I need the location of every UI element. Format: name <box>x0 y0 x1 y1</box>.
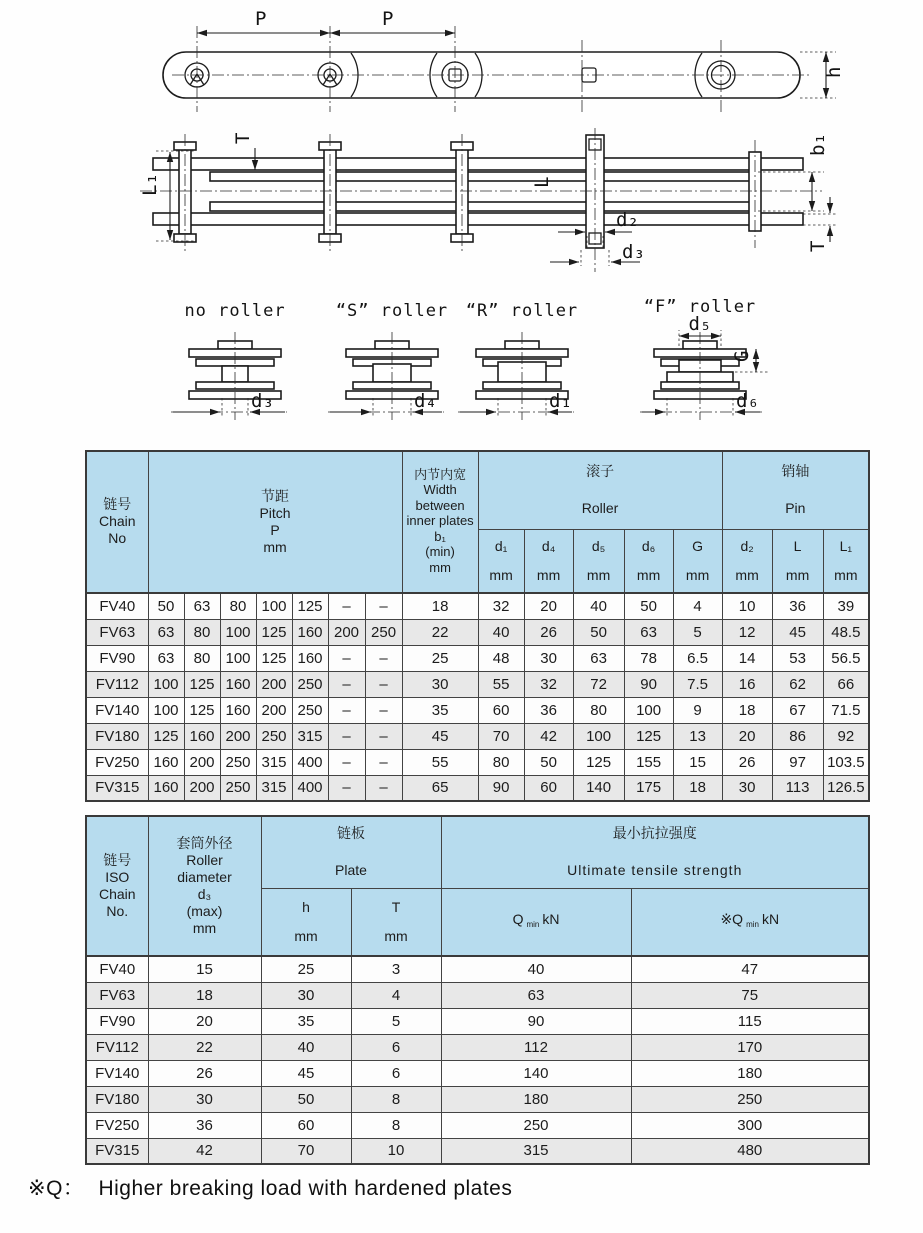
chain-strength-table <box>85 815 870 1165</box>
value-cell: 80 <box>220 593 256 619</box>
value-cell: 112 <box>441 1034 631 1060</box>
value-cell: 160 <box>220 697 256 723</box>
value-cell: 65 <box>402 775 478 801</box>
value-cell: 35 <box>261 1008 351 1034</box>
footnote <box>28 1172 512 1202</box>
value-cell: – <box>365 645 402 671</box>
value-cell: 26 <box>148 1060 261 1086</box>
value-cell: 36 <box>524 697 573 723</box>
value-cell: 200 <box>184 775 220 801</box>
table-row <box>86 671 869 697</box>
chain-no-cell: FV250 <box>86 1112 148 1138</box>
footnote-text: Higher breaking load with hardened plates <box>98 1177 513 1200</box>
value-cell: 16 <box>722 671 772 697</box>
value-cell: 47 <box>631 956 869 982</box>
dimension-d4-label: d₄ <box>414 390 437 412</box>
value-cell: 6.5 <box>673 645 722 671</box>
value-cell: 200 <box>256 671 292 697</box>
value-cell: 100 <box>220 645 256 671</box>
value-cell: 125 <box>624 723 673 749</box>
chain-plan-view-drawing <box>139 128 838 272</box>
value-cell: 160 <box>148 775 184 801</box>
chain-no-cell: FV40 <box>86 956 148 982</box>
value-cell: – <box>328 593 365 619</box>
col-header-pitch <box>148 451 402 593</box>
col-header-l: L mm <box>772 529 823 593</box>
chain-no-cell: FV180 <box>86 723 148 749</box>
roller-type-title: no roller <box>184 301 286 321</box>
value-cell: 45 <box>402 723 478 749</box>
value-cell: 250 <box>292 671 328 697</box>
col-header-d5: d₅ mm <box>573 529 624 593</box>
value-cell: 42 <box>148 1138 261 1164</box>
pin-length-l-label: L <box>531 176 553 188</box>
roller-type-title: “F” roller <box>643 297 757 317</box>
value-cell: 53 <box>772 645 823 671</box>
value-cell: 100 <box>148 671 184 697</box>
value-cell: – <box>365 671 402 697</box>
value-cell: 10 <box>351 1138 441 1164</box>
table-row <box>86 749 869 775</box>
chain-no-cell: FV315 <box>86 775 148 801</box>
value-cell: 100 <box>256 593 292 619</box>
value-cell: 125 <box>184 671 220 697</box>
value-cell: 170 <box>631 1034 869 1060</box>
col-header-plate-h: h mm <box>261 888 351 956</box>
pitch-symbol: P <box>270 521 280 538</box>
value-cell: 250 <box>292 697 328 723</box>
chain-no-cell: FV315 <box>86 1138 148 1164</box>
value-cell: 250 <box>365 619 402 645</box>
value-cell: 63 <box>148 645 184 671</box>
value-cell: 40 <box>478 619 524 645</box>
value-cell: 125 <box>573 749 624 775</box>
col-header-g: G mm <box>673 529 722 593</box>
chain-no-cell: FV90 <box>86 1008 148 1034</box>
value-cell: 32 <box>524 671 573 697</box>
value-cell: 42 <box>524 723 573 749</box>
value-cell: 72 <box>573 671 624 697</box>
value-cell: 30 <box>261 982 351 1008</box>
value-cell: 48 <box>478 645 524 671</box>
value-cell: 39 <box>823 593 869 619</box>
chain-no-cell: FV90 <box>86 645 148 671</box>
col-header-plate-group: 链板 Plate <box>261 816 441 888</box>
value-cell: 250 <box>441 1112 631 1138</box>
value-cell: 3 <box>351 956 441 982</box>
col-header-roller-group: 滚子 Roller <box>478 451 722 529</box>
col-header-inner-width: 内节内宽 Width between inner plates b₁ (min) mm <box>402 451 478 593</box>
value-cell: 32 <box>478 593 524 619</box>
roller-type-title: “R” roller <box>465 301 579 321</box>
value-cell: 6 <box>351 1060 441 1086</box>
value-cell: 200 <box>220 723 256 749</box>
pitch-en: Pitch <box>259 504 291 521</box>
table-row <box>86 645 869 671</box>
dimension-d6-label: d₆ <box>736 390 759 412</box>
chain-side-view-drawing <box>163 8 845 112</box>
roller-type-diagrams <box>171 297 768 420</box>
value-cell: 100 <box>220 619 256 645</box>
value-cell: 50 <box>624 593 673 619</box>
chain-no-cell: FV63 <box>86 619 148 645</box>
value-cell: 7.5 <box>673 671 722 697</box>
value-cell: 48.5 <box>823 619 869 645</box>
value-cell: 36 <box>772 593 823 619</box>
value-cell: 60 <box>478 697 524 723</box>
value-cell: 63 <box>624 619 673 645</box>
value-cell: 200 <box>328 619 365 645</box>
value-cell: 15 <box>673 749 722 775</box>
value-cell: 315 <box>256 775 292 801</box>
value-cell: 115 <box>631 1008 869 1034</box>
table-row <box>86 619 869 645</box>
value-cell: 250 <box>220 775 256 801</box>
value-cell: 63 <box>184 593 220 619</box>
value-cell: 100 <box>624 697 673 723</box>
value-cell: 70 <box>261 1138 351 1164</box>
r-roller-diagram <box>458 332 574 420</box>
value-cell: 103.5 <box>823 749 869 775</box>
bushing-diameter-d3-label: d₃ <box>622 241 645 263</box>
footnote-marker: ※Q： <box>28 1177 85 1200</box>
value-cell: 80 <box>184 645 220 671</box>
pin-diameter-d2-label: d₂ <box>616 209 639 231</box>
value-cell: 50 <box>261 1086 351 1112</box>
value-cell: 100 <box>148 697 184 723</box>
col-header-chain-no: 链号 Chain No <box>86 451 148 593</box>
value-cell: 175 <box>624 775 673 801</box>
pitch-dimension-label: P <box>382 8 394 30</box>
chain-no-cell: FV112 <box>86 1034 148 1060</box>
value-cell: 400 <box>292 775 328 801</box>
value-cell: 80 <box>478 749 524 775</box>
value-cell: 125 <box>184 697 220 723</box>
col-header-d2: d₂ mm <box>722 529 772 593</box>
value-cell: 180 <box>441 1086 631 1112</box>
value-cell: 125 <box>148 723 184 749</box>
value-cell: 8 <box>351 1086 441 1112</box>
value-cell: 125 <box>292 593 328 619</box>
value-cell: 63 <box>573 645 624 671</box>
pitch-unit: mm <box>263 538 287 555</box>
table-row <box>86 1060 869 1086</box>
value-cell: 50 <box>524 749 573 775</box>
value-cell: 5 <box>351 1008 441 1034</box>
value-cell: 25 <box>402 645 478 671</box>
value-cell: 400 <box>292 749 328 775</box>
value-cell: 90 <box>478 775 524 801</box>
value-cell: 60 <box>261 1112 351 1138</box>
s-roller-diagram <box>328 332 444 420</box>
value-cell: 60 <box>524 775 573 801</box>
value-cell: 9 <box>673 697 722 723</box>
value-cell: 125 <box>256 619 292 645</box>
table-row <box>86 1034 869 1060</box>
value-cell: 80 <box>184 619 220 645</box>
value-cell: 200 <box>184 749 220 775</box>
value-cell: 56.5 <box>823 645 869 671</box>
value-cell: 20 <box>524 593 573 619</box>
inner-width-b1-label: b₁ <box>807 133 829 156</box>
value-cell: 160 <box>220 671 256 697</box>
value-cell: 140 <box>441 1060 631 1086</box>
value-cell: 315 <box>441 1138 631 1164</box>
value-cell: – <box>328 775 365 801</box>
col-header-d1: d₁ mm <box>478 529 524 593</box>
value-cell: 160 <box>292 645 328 671</box>
value-cell: 300 <box>631 1112 869 1138</box>
chain-no-cell: FV140 <box>86 1060 148 1086</box>
value-cell: 50 <box>148 593 184 619</box>
value-cell: 113 <box>772 775 823 801</box>
table-row <box>86 956 869 982</box>
value-cell: 50 <box>573 619 624 645</box>
value-cell: 4 <box>351 982 441 1008</box>
chain-no-cell: FV140 <box>86 697 148 723</box>
value-cell: 97 <box>772 749 823 775</box>
value-cell: 180 <box>631 1060 869 1086</box>
table-row <box>86 723 869 749</box>
value-cell: 75 <box>631 982 869 1008</box>
value-cell: 40 <box>441 956 631 982</box>
value-cell: – <box>365 775 402 801</box>
value-cell: 200 <box>256 697 292 723</box>
value-cell: – <box>328 671 365 697</box>
value-cell: 20 <box>148 1008 261 1034</box>
value-cell: 8 <box>351 1112 441 1138</box>
value-cell: 30 <box>524 645 573 671</box>
value-cell: 45 <box>261 1060 351 1086</box>
value-cell: 10 <box>722 593 772 619</box>
dimension-g-label: G <box>731 350 753 362</box>
value-cell: 18 <box>673 775 722 801</box>
col-header-qmin-hardened: ※Q $_{min}$ kN <box>631 888 869 956</box>
value-cell: 63 <box>148 619 184 645</box>
table-row <box>86 593 869 619</box>
dimension-d1-label: d₁ <box>549 390 572 412</box>
value-cell: 126.5 <box>823 775 869 801</box>
value-cell: 67 <box>772 697 823 723</box>
pin-length-l1-label: L₁ <box>139 173 161 196</box>
value-cell: 160 <box>148 749 184 775</box>
value-cell: 26 <box>722 749 772 775</box>
value-cell: 78 <box>624 645 673 671</box>
chain-no-cell: FV180 <box>86 1086 148 1112</box>
value-cell: 71.5 <box>823 697 869 723</box>
col-header-d6: d₆ mm <box>624 529 673 593</box>
value-cell: 36 <box>148 1112 261 1138</box>
value-cell: 480 <box>631 1138 869 1164</box>
col-header-bushing-diameter: 套筒外径 Roller diameter d₃ (max) mm <box>148 816 261 956</box>
chain-no-cell: FV250 <box>86 749 148 775</box>
value-cell: 20 <box>722 723 772 749</box>
table-row <box>86 1112 869 1138</box>
value-cell: 315 <box>256 749 292 775</box>
value-cell: 92 <box>823 723 869 749</box>
value-cell: 315 <box>292 723 328 749</box>
value-cell: 22 <box>148 1034 261 1060</box>
value-cell: 45 <box>772 619 823 645</box>
value-cell: 26 <box>524 619 573 645</box>
col-header-d4: d₄ mm <box>524 529 573 593</box>
value-cell: 55 <box>402 749 478 775</box>
chain-no-cell: FV112 <box>86 671 148 697</box>
table-row <box>86 775 869 801</box>
chain-no-cell: FV40 <box>86 593 148 619</box>
value-cell: 30 <box>402 671 478 697</box>
plate-thickness-label: T <box>232 132 254 144</box>
table-row <box>86 982 869 1008</box>
value-cell: 12 <box>722 619 772 645</box>
plate-height-label: h <box>823 66 845 78</box>
col-header-l1: L₁ mm <box>823 529 869 593</box>
plate-thickness-label: T <box>807 240 829 252</box>
value-cell: 18 <box>402 593 478 619</box>
table-row <box>86 1086 869 1112</box>
no-roller-diagram <box>171 332 287 420</box>
value-cell: 90 <box>441 1008 631 1034</box>
value-cell: – <box>365 593 402 619</box>
value-cell: 125 <box>256 645 292 671</box>
value-cell: 30 <box>722 775 772 801</box>
value-cell: 140 <box>573 775 624 801</box>
value-cell: 160 <box>184 723 220 749</box>
table-row <box>86 1138 869 1164</box>
col-header-chain-iso: 链号 ISO Chain No. <box>86 816 148 956</box>
col-header-plate-t: T mm <box>351 888 441 956</box>
value-cell: 13 <box>673 723 722 749</box>
value-cell: 40 <box>573 593 624 619</box>
value-cell: 35 <box>402 697 478 723</box>
chain-dimensions-table <box>85 450 870 802</box>
pitch-cn: 节距 <box>261 487 290 504</box>
value-cell: 250 <box>631 1086 869 1112</box>
value-cell: 15 <box>148 956 261 982</box>
value-cell: 22 <box>402 619 478 645</box>
value-cell: – <box>328 697 365 723</box>
table-row <box>86 697 869 723</box>
value-cell: – <box>365 723 402 749</box>
value-cell: 18 <box>722 697 772 723</box>
value-cell: – <box>365 697 402 723</box>
value-cell: – <box>328 645 365 671</box>
col-header-pin-group: 销轴 Pin <box>722 451 869 529</box>
f-roller-diagram <box>640 313 768 420</box>
chain-no-cn: 链号 <box>103 496 132 512</box>
value-cell: 18 <box>148 982 261 1008</box>
value-cell: 100 <box>573 723 624 749</box>
value-cell: – <box>328 723 365 749</box>
value-cell: 86 <box>772 723 823 749</box>
value-cell: – <box>365 749 402 775</box>
chain-no-cell: FV63 <box>86 982 148 1008</box>
value-cell: 155 <box>624 749 673 775</box>
value-cell: 55 <box>478 671 524 697</box>
value-cell: 4 <box>673 593 722 619</box>
dimension-d5-label: d₅ <box>688 313 712 335</box>
value-cell: 6 <box>351 1034 441 1060</box>
chain-no-en: Chain <box>98 513 136 529</box>
table-row <box>86 1008 869 1034</box>
value-cell: 5 <box>673 619 722 645</box>
value-cell: 14 <box>722 645 772 671</box>
value-cell: – <box>328 749 365 775</box>
dimension-d3-label: d₃ <box>251 390 274 412</box>
value-cell: 62 <box>772 671 823 697</box>
roller-type-title: “S” roller <box>335 301 449 321</box>
col-header-tensile-group: 最小抗拉强度 Ultimate tensile strength <box>441 816 869 888</box>
value-cell: 250 <box>220 749 256 775</box>
pitch-dimension-label: P <box>255 8 267 30</box>
value-cell: 250 <box>256 723 292 749</box>
chain-technical-drawings <box>0 0 923 450</box>
value-cell: 25 <box>261 956 351 982</box>
value-cell: 63 <box>441 982 631 1008</box>
value-cell: 80 <box>573 697 624 723</box>
value-cell: 70 <box>478 723 524 749</box>
value-cell: 160 <box>292 619 328 645</box>
value-cell: 90 <box>624 671 673 697</box>
value-cell: 30 <box>148 1086 261 1112</box>
col-header-qmin: Q $_{min}$ kN <box>441 888 631 956</box>
value-cell: 40 <box>261 1034 351 1060</box>
value-cell: 66 <box>823 671 869 697</box>
